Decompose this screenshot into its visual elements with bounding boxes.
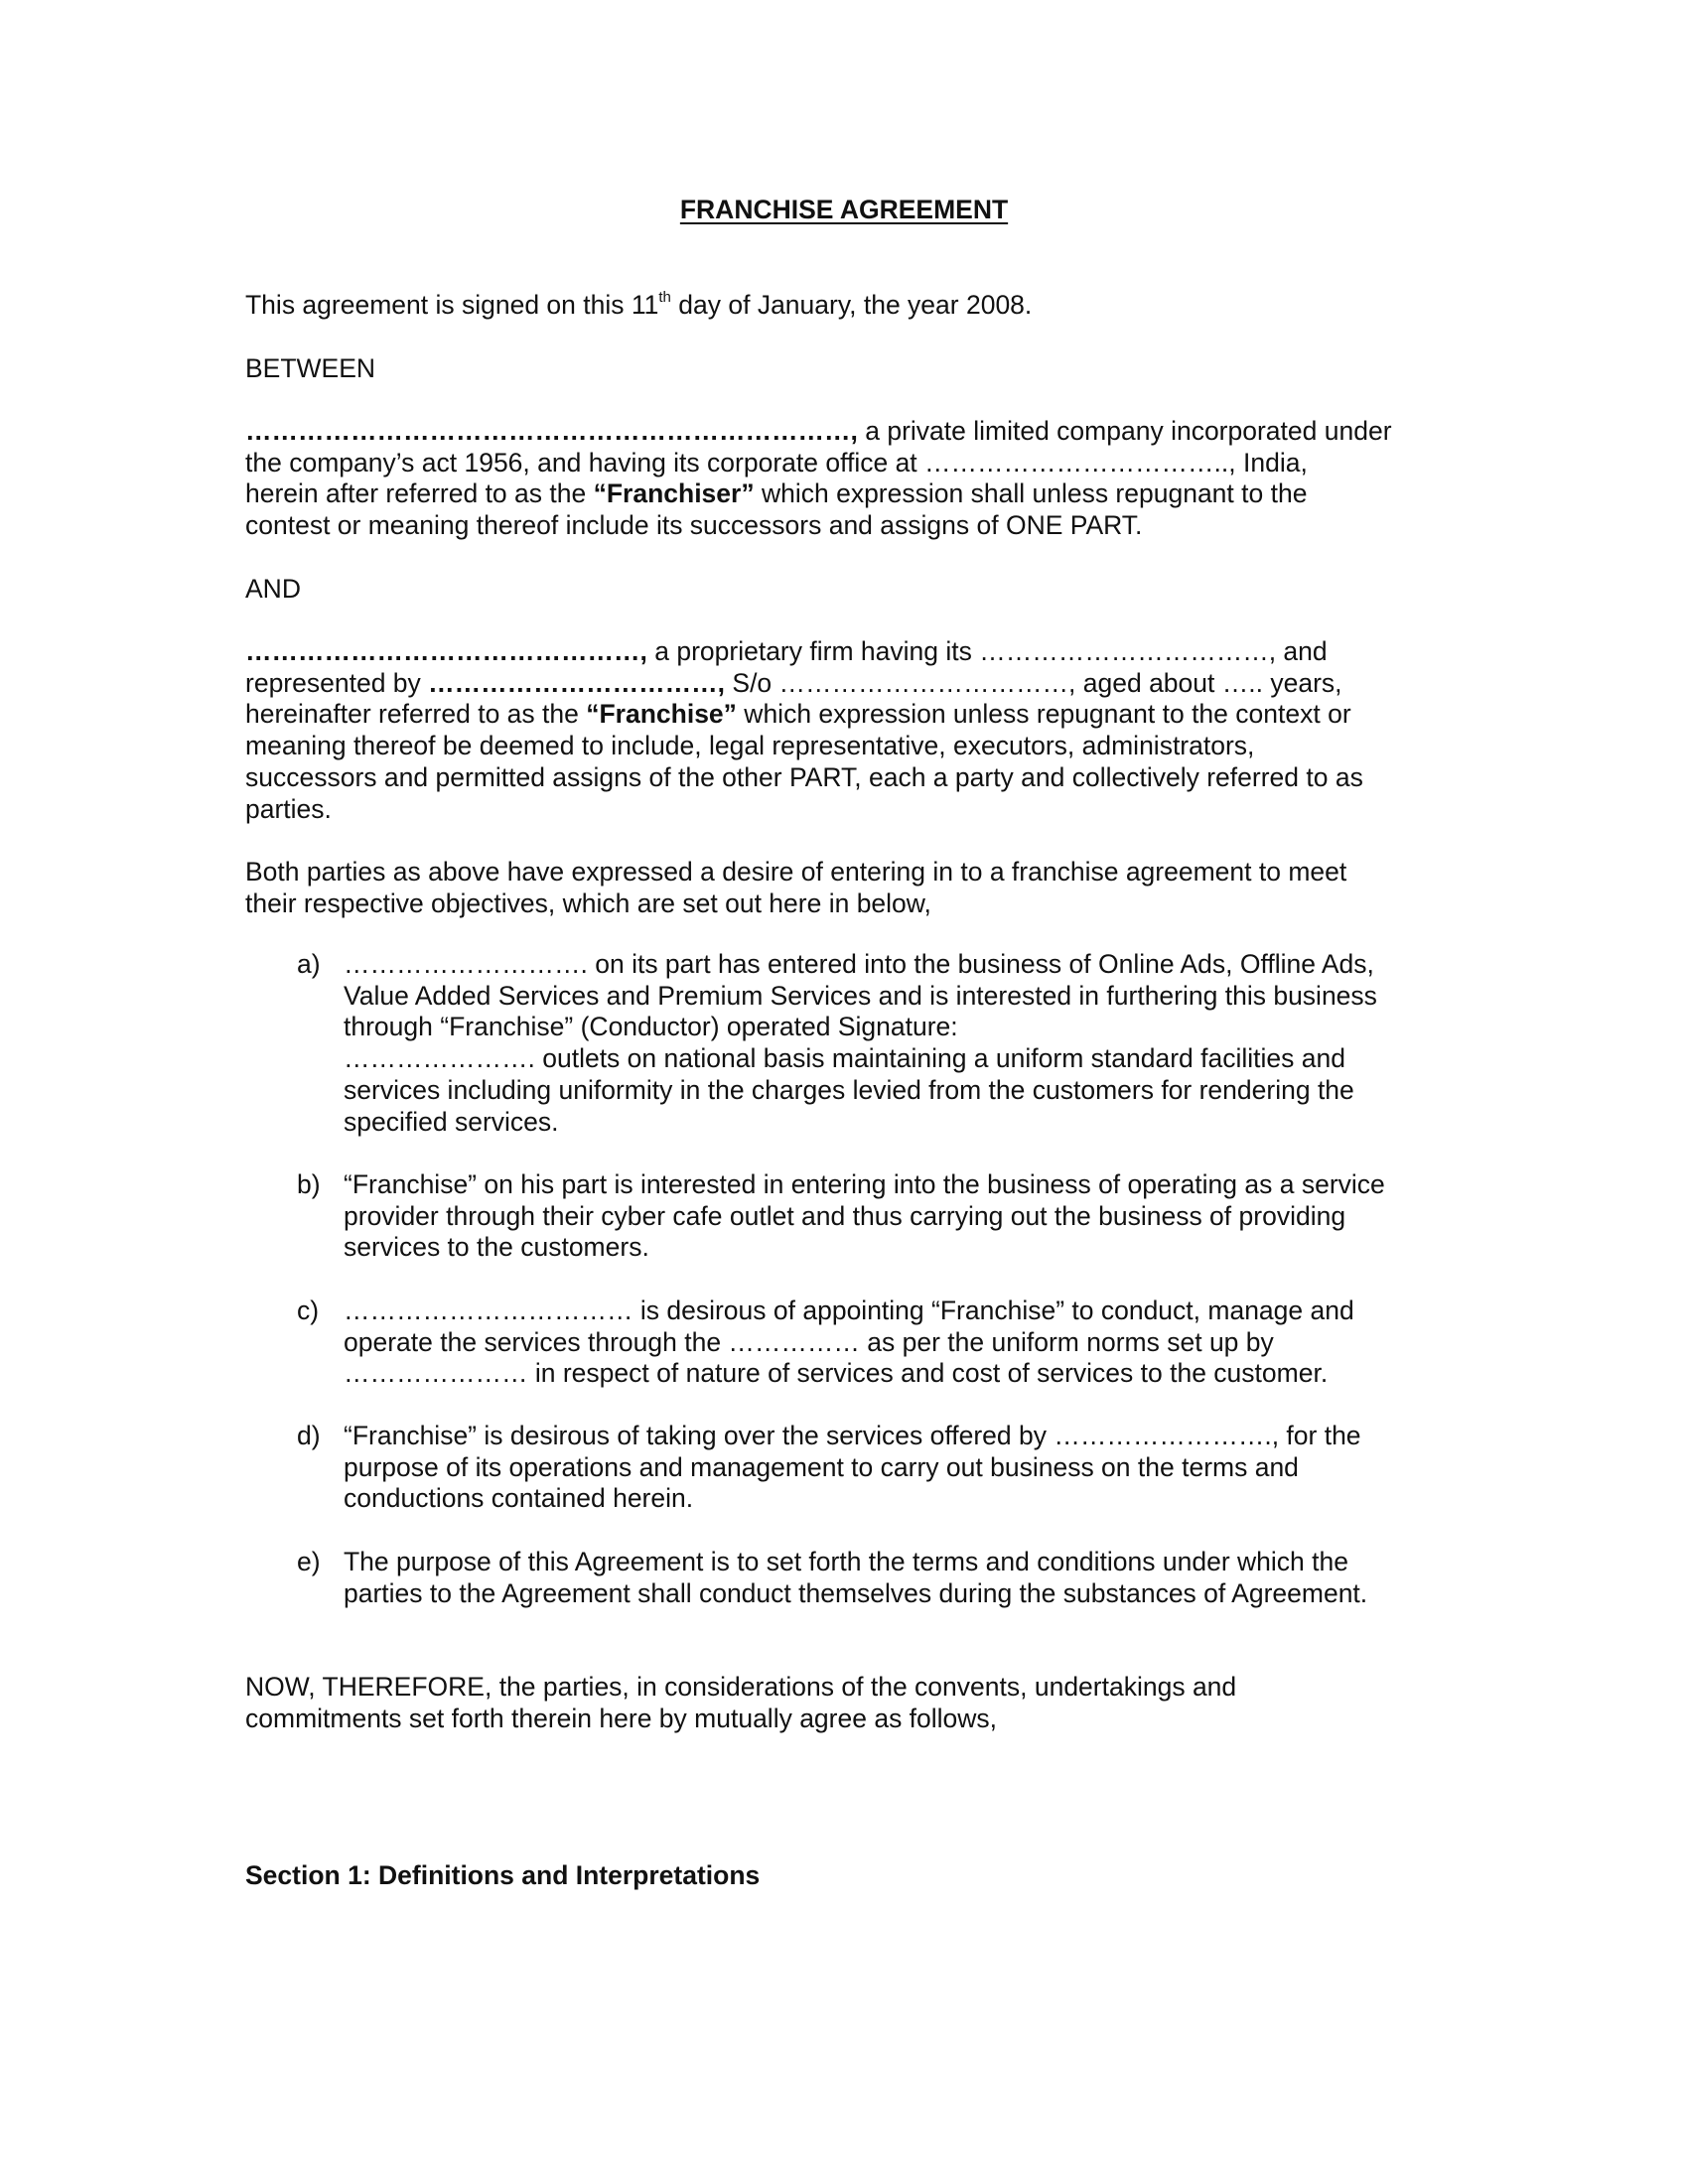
recital-line: …………………. outlets on national basis maintaining a uniform standard facilities and — [344, 1043, 1345, 1074]
recital-line: ………………………. on its part has entered into the business of Online Ads, Offline Ads, — [344, 949, 1374, 979]
intro-paragraph — [245, 857, 1427, 919]
list-marker: b) — [297, 1169, 321, 1199]
recital-line: conductions contained herein. — [344, 1483, 694, 1514]
party1-line — [245, 478, 1427, 510]
intro-line: Both parties as above have expressed a desire of entering in to a franchise agreement to meet — [245, 857, 1347, 887]
recital-line: parties to the Agreement shall conduct themselves during the substances of Agreement. — [344, 1577, 1368, 1608]
recital-line: “Franchise” is desirous of taking over the services offered by ……………………., for the — [344, 1421, 1361, 1450]
franchiser-term: “Franchiser” — [593, 478, 755, 509]
and-label: AND — [245, 574, 301, 604]
party1-line — [245, 510, 1427, 542]
party2-text: represented by — [245, 667, 429, 698]
recital-line: specified services. — [344, 1106, 559, 1137]
party2-line — [245, 794, 1427, 826]
recital-line: services including uniformity in the charges levied from the customers for rendering the — [344, 1074, 1354, 1105]
recital-line: …………………………… is desirous of appointing “Franchise” to conduct, manage and — [344, 1296, 1354, 1325]
party2-name-blank: ………………………………………, — [245, 636, 647, 666]
date-text-rest: day of January, the year 2008. — [670, 290, 1033, 320]
recital-line: operate the services through the …………… as per the uniform norms set up by — [344, 1326, 1274, 1357]
party1-line — [245, 416, 1427, 448]
party2-line — [245, 668, 1427, 700]
recital-line: through “Franchise” (Conductor) operated Signature: — [344, 1012, 958, 1042]
party2-text: a proprietary firm having its ……………………………, and — [646, 636, 1328, 666]
party2-text: which expression unless repugnant to the context or — [736, 699, 1351, 730]
recital-line: “Franchise” on his part is interested in entering into the business of operating as a service — [344, 1169, 1385, 1199]
date-superscript: th — [658, 289, 671, 306]
recital-line: provider through their cyber cafe outlet and thus carrying out the business of providing — [344, 1200, 1346, 1231]
party2-line — [245, 636, 1427, 668]
recital-line: ………………… in respect of nature of services and cost of services to the customer. — [344, 1358, 1329, 1389]
representative-blank: ……………………………, — [428, 667, 726, 698]
party2-line — [245, 699, 1427, 731]
franchise-term: “Franchise” — [586, 699, 737, 730]
party1-text: herein after referred to as the — [245, 478, 594, 509]
document-title: FRANCHISE AGREEMENT — [679, 195, 1009, 224]
party1-name-blank: ……………………………………………………………, — [245, 416, 858, 446]
recital-line: The purpose of this Agreement is to set forth the terms and conditions under which the — [344, 1547, 1348, 1576]
section-heading: Section 1: Definitions and Interpretations — [245, 1860, 761, 1890]
now-therefore-line: NOW, THEREFORE, the parties, in considerations of the convents, undertakings and — [245, 1672, 1237, 1702]
party2-text: parties. — [245, 793, 332, 824]
party2-text: hereinafter referred to as the — [245, 699, 587, 730]
now-therefore-paragraph — [245, 1672, 1427, 1734]
date-line — [245, 290, 1032, 322]
party2-text: S/o ……………………………, aged about ….. years, — [725, 667, 1342, 698]
list-marker: a) — [297, 949, 321, 979]
party2-line — [245, 731, 1427, 762]
between-label: BETWEEN — [245, 353, 376, 383]
party2-line — [245, 762, 1427, 794]
party1-paragraph — [245, 416, 1427, 542]
now-therefore-line: commitments set forth therein here by mutually agree as follows, — [245, 1703, 998, 1733]
party2-text: meaning thereof be deemed to include, legal representative, executors, administrators, — [245, 731, 1255, 761]
list-marker: c) — [297, 1296, 320, 1325]
party1-text: contest or meaning thereof include its successors and assigns of ONE PART. — [245, 510, 1143, 541]
list-marker: d) — [297, 1421, 321, 1450]
recital-line: Value Added Services and Premium Services and is interested in furthering this business — [344, 980, 1377, 1011]
recital-line: purpose of its operations and management to carry out business on the terms and — [344, 1451, 1299, 1482]
date-text: This agreement is signed on this 11 — [245, 290, 659, 320]
party2-paragraph — [245, 636, 1427, 825]
party1-text: the company’s act 1956, and having its corporate office at …………………………….., India, — [245, 447, 1308, 478]
party1-text: which expression shall unless repugnant to the — [754, 478, 1308, 509]
party1-text: a private limited company incorporated under — [857, 416, 1392, 446]
party1-line — [245, 448, 1427, 479]
recital-line: services to the customers. — [344, 1232, 649, 1263]
party2-text: successors and permitted assigns of the other PART, each a party and collectively referred to as — [245, 761, 1363, 792]
intro-line: their respective objectives, which are set out here in below, — [245, 887, 931, 918]
list-marker: e) — [297, 1547, 321, 1576]
